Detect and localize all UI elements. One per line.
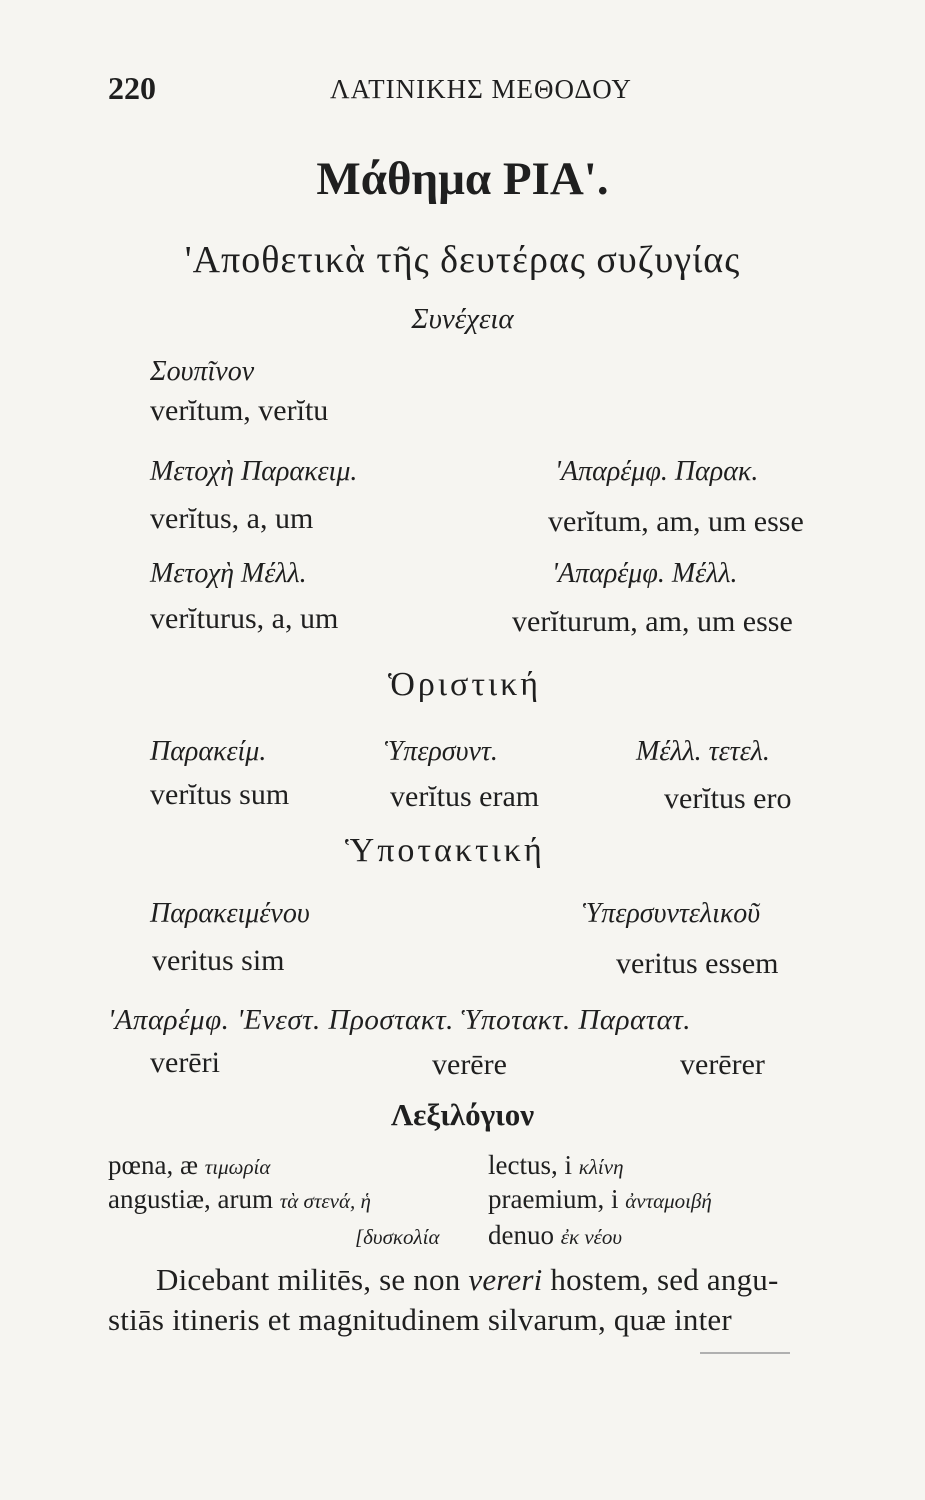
present-infinitive-form: verēri xyxy=(150,1046,220,1079)
page-number: 220 xyxy=(108,70,156,106)
vocab-entry xyxy=(488,1184,712,1215)
perfect-participle-forms: verĭtus, a, um xyxy=(150,502,314,535)
vocab-greek: τιμωρία xyxy=(204,1155,271,1179)
future-participle-forms: verĭturus, a, um xyxy=(150,602,339,635)
vocab-greek: κλίνη xyxy=(578,1155,624,1179)
vocab-entry xyxy=(108,1184,371,1215)
exercise-line-1 xyxy=(156,1262,779,1298)
vocab-entry xyxy=(488,1220,622,1251)
vocab-entry xyxy=(488,1150,623,1181)
indicative-future-perfect-form: verĭtus ero xyxy=(664,782,792,815)
supine-forms: verĭtum, verĭtu xyxy=(150,394,329,427)
indicative-pluperfect-label: Ὑπερσυντ. xyxy=(385,736,498,767)
supine-label: Σουπῖνον xyxy=(150,356,255,387)
imperfect-subjunctive-form: verērer xyxy=(680,1048,765,1081)
lesson-title: Μάθημα ΡΙΑ'. xyxy=(316,153,609,205)
indicative-perfect-label: Παρακείμ. xyxy=(150,736,267,767)
perfect-infinitive-label: 'Απαρέμφ. Παρακ. xyxy=(555,456,759,487)
section-title: 'Αποθετικὰ τῆς δευτέρας συζυγίας xyxy=(184,239,741,281)
vocab-latin: praemium, i xyxy=(488,1184,619,1214)
present-forms-labels: 'Απαρέμφ. 'Ενεστ. Προστακτ. Ὑποτακτ. Παρατατ. xyxy=(108,1004,692,1036)
indicative-heading: Ὁριστική xyxy=(388,666,542,703)
indicative-pluperfect-form: verĭtus eram xyxy=(390,780,540,813)
present-imperative-form: verēre xyxy=(432,1048,507,1081)
future-participle-label: Μετοχὴ Μέλλ. xyxy=(150,558,307,589)
indicative-perfect-form: verĭtus sum xyxy=(150,778,290,811)
exercise-emphasis: vereri xyxy=(468,1262,543,1297)
vocab-latin: pœna, æ xyxy=(108,1150,198,1180)
vocab-greek: ἀνταμοιβή xyxy=(625,1189,712,1213)
vocab-entry xyxy=(108,1150,270,1181)
continuation-label: Συνέχεια xyxy=(411,303,514,335)
exercise-line-2: stiās itineris et magnitudinem silvarum, quæ inter xyxy=(108,1302,732,1337)
subjunctive-pluperfect-form: veritus essem xyxy=(616,947,779,980)
subjunctive-perfect-form: veritus sim xyxy=(152,944,285,977)
subjunctive-heading: Ὑποτακτική xyxy=(345,832,545,869)
vocab-greek: τὰ στενά, ἡ xyxy=(279,1189,371,1213)
page-bottom-mark xyxy=(700,1352,790,1354)
exercise-text: hostem, sed angu- xyxy=(542,1262,779,1297)
vocab-latin: lectus, i xyxy=(488,1150,572,1180)
future-infinitive-label: 'Απαρέμφ. Μέλλ. xyxy=(552,558,738,589)
perfect-participle-label: Μετοχὴ Παρακειμ. xyxy=(150,456,358,487)
perfect-infinitive-forms: verĭtum, am, um esse xyxy=(548,505,804,538)
subjunctive-pluperfect-label: Ὑπερσυντελικοῦ xyxy=(583,898,761,929)
vocab-latin: denuo xyxy=(488,1220,554,1250)
vocab-greek: [δυσκολία xyxy=(355,1225,440,1249)
vocab-greek: ἐκ νέου xyxy=(560,1225,623,1249)
exercise-text: Dicebant militēs, se non xyxy=(156,1262,469,1297)
vocabulary-title: Λεξιλόγιον xyxy=(390,1097,535,1132)
subjunctive-perfect-label: Παρακειμένου xyxy=(150,898,310,929)
vocab-entry xyxy=(355,1220,439,1251)
vocab-latin: angustiæ, arum xyxy=(108,1184,273,1214)
running-head: ΛΑΤΙΝΙΚΗΣ ΜΕΘΟΔΟΥ xyxy=(330,74,632,104)
future-infinitive-forms: verĭturum, am, um esse xyxy=(512,605,793,638)
indicative-future-perfect-label: Μέλλ. τετελ. xyxy=(636,736,770,767)
